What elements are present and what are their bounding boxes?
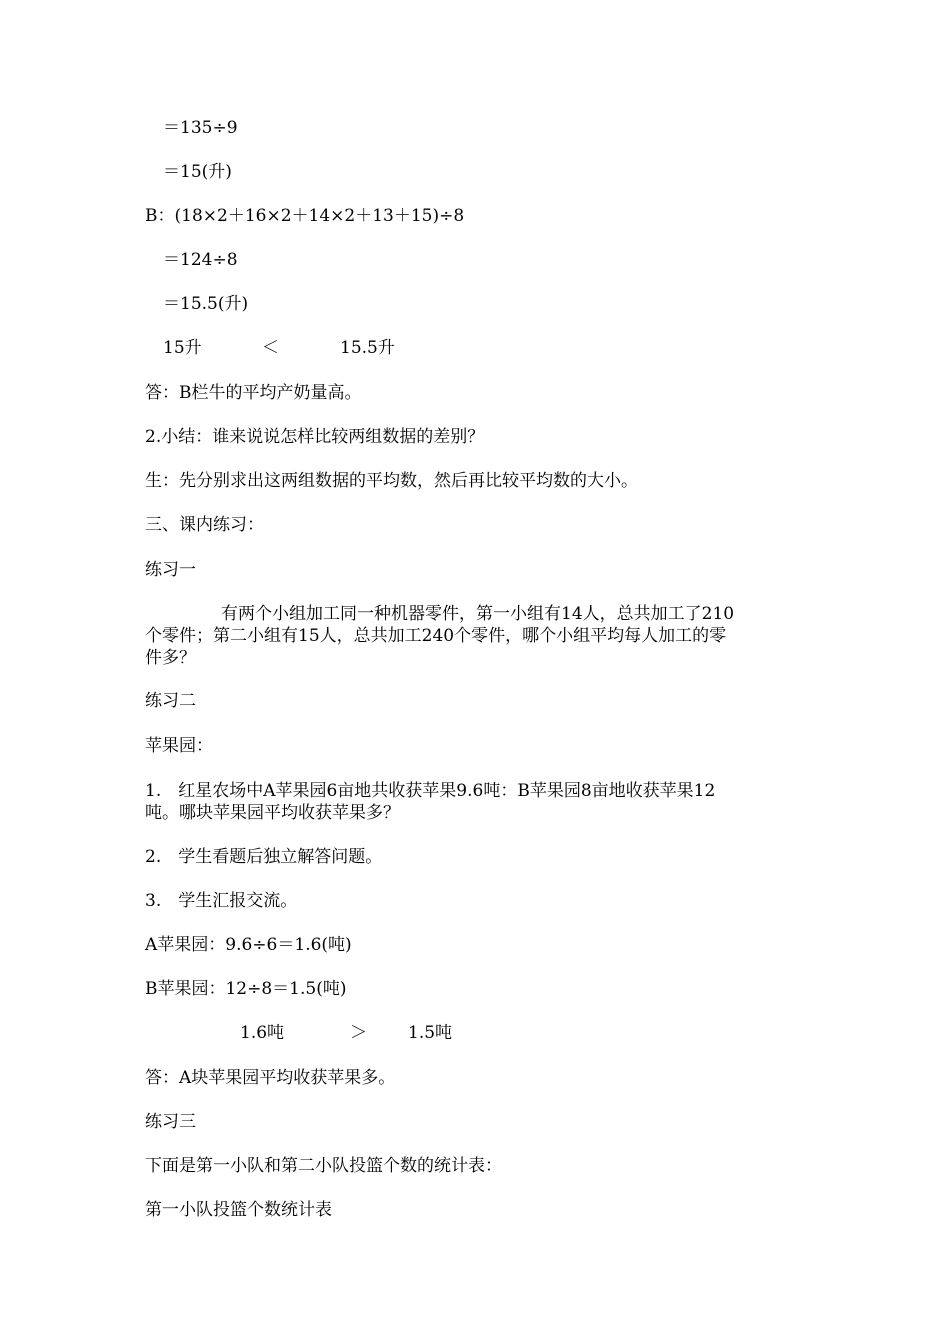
exercise-2-compare-right: 1.5吨 (408, 1023, 453, 1043)
compare-right-box (340, 337, 395, 359)
compare-sign: ＜ (262, 338, 279, 358)
exercise-2-item2: 2. 学生看题后独立解答问题。 (145, 847, 383, 867)
answer-1: 答：B栏牛的平均产奶量高。 (145, 383, 362, 403)
exercise-2-compare-left: 1.6吨 (240, 1023, 285, 1043)
exercise-3-table-title: 第一小队投篮个数统计表 (145, 1200, 332, 1220)
exercise-3-intro: 下面是第一小队和第二小队投篮个数的统计表： (145, 1156, 502, 1176)
exercise-3-title: 练习三 (145, 1112, 196, 1132)
calc-b-step2: ＝124÷8 (163, 250, 238, 270)
exercise-2-calc-b: B苹果园：12÷8＝1.5(吨) (145, 979, 347, 999)
exercise-1-line1: 有两个小组加工同一种机器零件，第一小组有14人，总共加工了210 (221, 604, 735, 624)
exercise-2-answer: 答：A块苹果园平均收获苹果多。 (145, 1068, 396, 1088)
exercise-2-item3: 3. 学生汇报交流。 (145, 891, 298, 911)
exercise-2-compare-sign: ＞ (350, 1023, 367, 1043)
exercise-2-title: 练习二 (145, 691, 196, 711)
compare-left: 15升 (163, 338, 202, 358)
exercise-1-title: 练习一 (145, 560, 196, 580)
compare-sign-box (262, 337, 279, 359)
calc-a-step2: ＝135÷9 (163, 118, 238, 138)
exercise-2-item1-line2: 吨。哪块苹果园平均收获苹果多？ (145, 803, 400, 823)
exercise-2-item1-line1: 1. 红星农场中A苹果园6亩地共收获苹果9.6吨：B苹果园8亩地收获苹果12 (145, 781, 716, 801)
student-answer: 生：先分别求出这两组数据的平均数，然后再比较平均数的大小。 (145, 471, 638, 491)
compare-right: 15.5升 (340, 338, 395, 358)
compare-row-1 (163, 337, 202, 359)
exercise-2-heading: 苹果园： (145, 736, 213, 756)
exercise-1-line3: 件多？ (145, 648, 196, 668)
exercise-2-calc-a: A苹果园：9.6÷6＝1.6(吨) (145, 935, 352, 955)
calc-b-formula: B：(18×2＋16×2＋14×2＋13＋15)÷8 (145, 206, 465, 226)
section-heading: 三、课内练习： (145, 515, 264, 535)
summary: 2.小结：谁来说说怎样比较两组数据的差别？ (145, 427, 485, 447)
calc-b-step3: ＝15.5(升) (163, 294, 249, 314)
calc-a-step3: ＝15(升) (163, 162, 232, 182)
exercise-1-line2: 个零件；第二小组有15人，总共加工240个零件，哪个小组平均每人加工的零 (145, 626, 727, 646)
